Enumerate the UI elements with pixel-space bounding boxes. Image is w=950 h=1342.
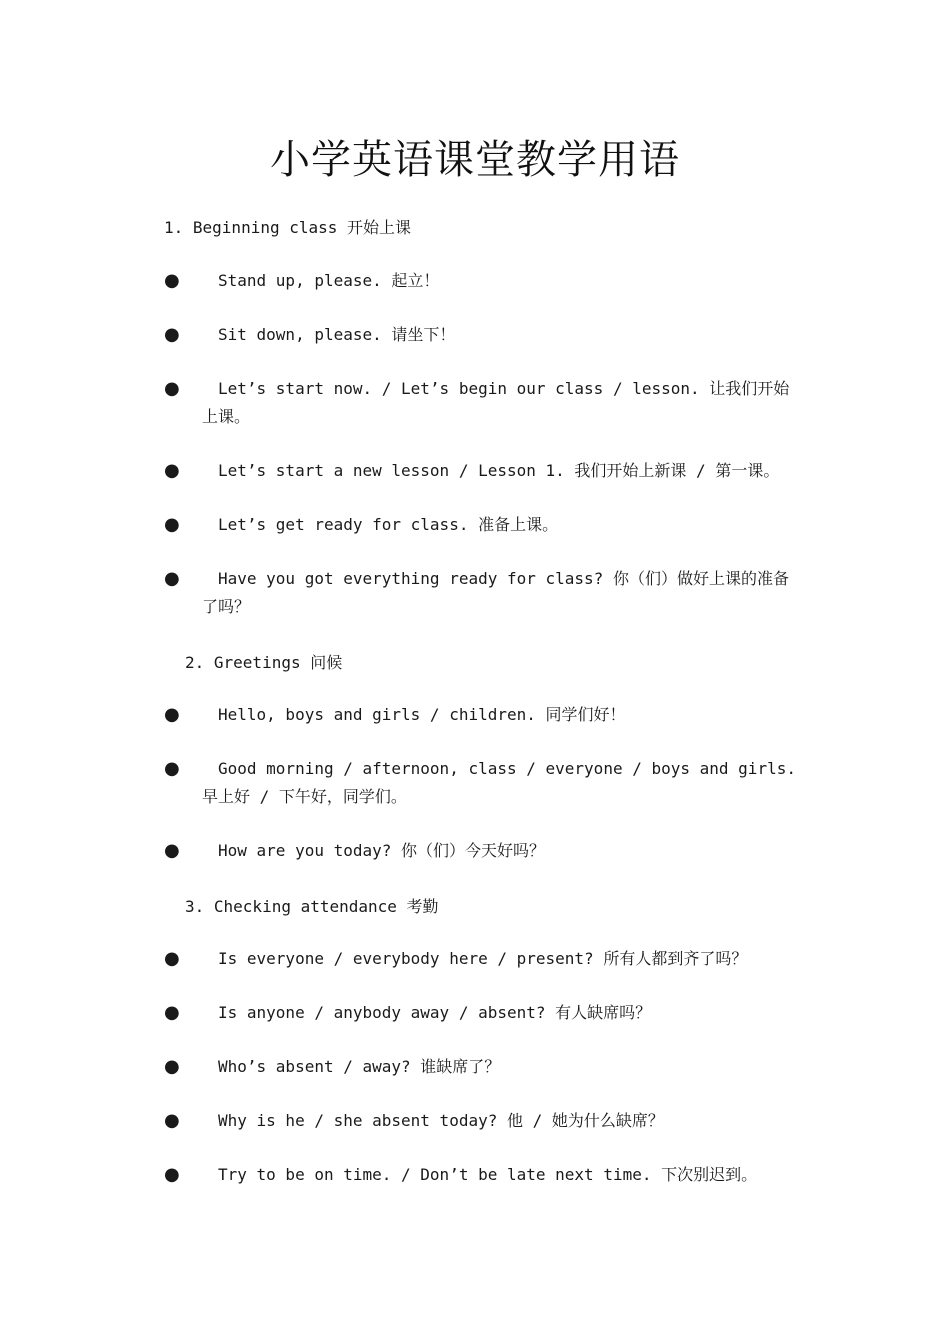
bullet-icon: ● [164,378,180,399]
section-heading-checking-attendance: 3. Checking attendance 考勤 [185,897,439,916]
bullet-icon: ● [164,1056,180,1077]
list-item: ● Is everyone / everybody here / present? 所有人都到齐了吗？ [164,948,748,969]
bullet-icon: ● [164,840,180,861]
list-item: ● Let’s get ready for class. 准备上课。 [164,514,559,535]
bullet-icon: ● [164,1110,180,1131]
bullet-icon: ● [164,948,180,969]
page-title: 小学英语课堂教学用语 [270,137,680,183]
list-item: ● Good morning / afternoon, class / everyone / boys and girls. 早上好 / 下午好，同学们。 [164,758,796,806]
bullet-icon: ● [164,568,180,589]
list-item: ● Let’s start now. / Let’s begin our class / lesson. 让我们开始上课。 [164,378,790,426]
list-item: ● Who’s absent / away? 谁缺席了？ [164,1056,501,1077]
bullet-icon: ● [164,1164,180,1185]
list-item: ● Try to be on time. / Don’t be late next time. 下次别迟到。 [164,1164,758,1185]
bullet-icon: ● [164,758,180,779]
bullet-icon: ● [164,324,180,345]
list-item: ● Is anyone / anybody away / absent? 有人缺席吗？ [164,1002,652,1023]
bullet-icon: ● [164,460,180,481]
bullet-icon: ● [164,270,180,291]
bullet-icon: ● [164,514,180,535]
list-item: ● Hello, boys and girls / children. 同学们好！ [164,704,626,725]
list-item: ● Have you got everything ready for class? 你（们）做好上课的准备了吗？ [164,568,789,616]
section-heading-beginning-class: 1. Beginning class 开始上课 [164,218,412,237]
list-item: ● Stand up, please. 起立！ [164,270,440,291]
list-item: ● Sit down, please. 请坐下！ [164,324,456,345]
bullet-icon: ● [164,1002,180,1023]
section-heading-greetings: 2. Greetings 问候 [185,653,343,672]
list-item: ● Let’s start a new lesson / Lesson 1. 我们开始上新课 / 第一课。 [164,460,780,481]
list-item: ● Why is he / she absent today? 他 / 她为什么缺席？ [164,1110,664,1131]
bullet-icon: ● [164,704,180,725]
list-item: ● How are you today? 你（们）今天好吗？ [164,840,546,861]
